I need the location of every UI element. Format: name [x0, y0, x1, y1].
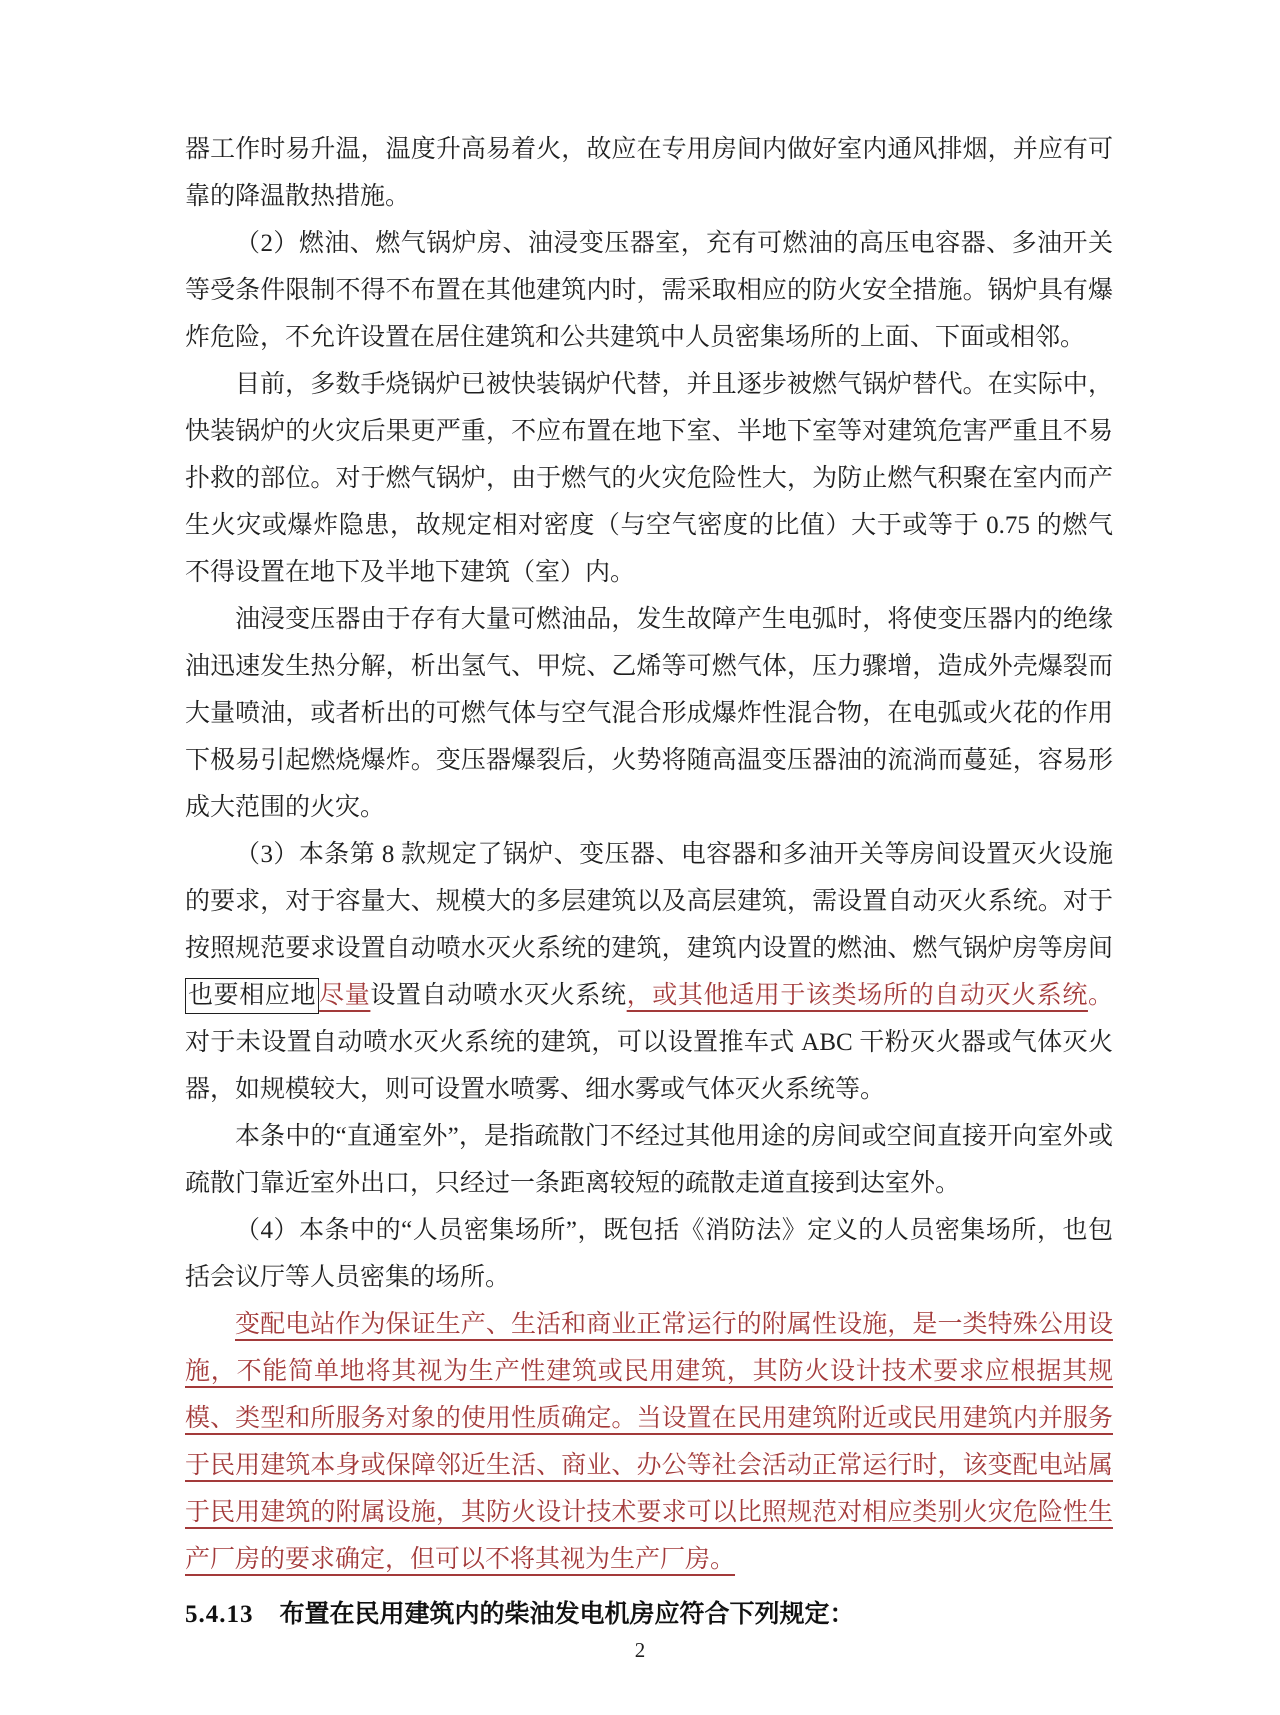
revision-red-text: ，或其他适用于该类场所的自动灭火系统	[626, 982, 1088, 1009]
paragraph	[185, 1113, 1113, 1207]
clause-number: 5.4.13	[185, 1601, 254, 1628]
body-text: 对于未设置自动喷水灭火系统的建筑，可以设置推车式 ABC 干粉灭火器或气体灭火器，如规模较大，则可设置水喷雾、细水雾或气体灭火系统等。	[185, 1029, 1113, 1103]
paragraph	[185, 126, 1113, 220]
clause-heading	[185, 1591, 1113, 1638]
body-text: 本条中的“直通室外”，是指疏散门不经过其他用途的房间或空间直接开向室外或疏散门靠近室外出口，只经过一条距离较短的疏散走道直接到达室外。	[185, 1123, 1113, 1197]
clause-title: 布置在民用建筑内的柴油发电机房应符合下列规定：	[279, 1600, 855, 1628]
paragraph	[185, 361, 1113, 596]
paragraphs-container	[185, 126, 1113, 1583]
revision-red-text: 。	[1087, 982, 1113, 1009]
boxed-revision-text: 也要相应地	[185, 978, 319, 1014]
body-text: （4）本条中的“人员密集场所”，既包括《消防法》定义的人员密集场所，也包括会议厅等人员密集的场所。	[185, 1217, 1113, 1291]
body-text: （2）燃油、燃气锅炉房、油浸变压器室，充有可燃油的高压电容器、多油开关等受条件限制不得不布置在其他建筑内时，需采取相应的防火安全措施。锅炉具有爆炸危险，不允许设置在居住建筑和公共建筑中人员密集场所的上面、下面或相邻。	[185, 230, 1113, 351]
revision-red-text: 尽量	[319, 982, 371, 1009]
body-text: （3）本条第 8 款规定了锅炉、变压器、电容器和多油开关等房间设置灭火设施的要求，对于容量大、规模大的多层建筑以及高层建筑，需设置自动灭火系统。对于按照规范要求设置自动喷水灭火系统的建筑，建筑内设置的燃油、燃气锅炉房等房间	[185, 841, 1113, 962]
body-text: 器工作时易升温，温度升高易着火，故应在专用房间内做好室内通风排烟，并应有可靠的降温散热措施。	[185, 136, 1113, 210]
body-text: 油浸变压器由于存有大量可燃油品，发生故障产生电弧时，将使变压器内的绝缘油迅速发生热分解，析出氢气、甲烷、乙烯等可燃气体，压力骤增，造成外壳爆裂而大量喷油，或者析出的可燃气体与空气混合形成爆炸性混合物，在电弧或火花的作用下极易引起燃烧爆炸。变压器爆裂后，火势将随高温变压器油的流淌而蔓延，容易形成大范围的火灾。	[185, 606, 1113, 821]
revision-red-text: 变配电站作为保证生产、生活和商业正常运行的附属性设施，是一类特殊公用设施，不能简单地将其视为生产性建筑或民用建筑，其防火设计技术要求应根据其规模、类型和所服务对象的使用性质确定。当设置在民用建筑附近或民用建筑内并服务于民用建筑本身或保障邻近生活、商业、办公等社会活动正常运行时，该变配电站属于民用建筑的附属设施，其防火设计技术要求可以比照规范对相应类别火灾危险性生产厂房的要求确定，但可以不将其视为生产厂房。	[185, 1311, 1113, 1573]
paragraph	[185, 596, 1113, 831]
paragraph	[185, 1301, 1113, 1583]
page-number: 2	[634, 1638, 646, 1662]
paragraph	[185, 1207, 1113, 1301]
paragraph	[185, 220, 1113, 361]
paragraph	[185, 831, 1113, 1113]
body-text: 目前，多数手烧锅炉已被快装锅炉代替，并且逐步被燃气锅炉替代。在实际中，快装锅炉的火灾后果更严重，不应布置在地下室、半地下室等对建筑危害严重且不易扑救的部位。对于燃气锅炉，由于燃气的火灾危险性大，为防止燃气积聚在室内而产生火灾或爆炸隐患，故规定相对密度（与空气密度的比值）大于或等于 0.75 的燃气不得设置在地下及半地下建筑（室）内。	[185, 371, 1113, 586]
body-text: 设置自动喷水灭火系统	[370, 982, 627, 1009]
text-block	[185, 126, 1113, 1638]
